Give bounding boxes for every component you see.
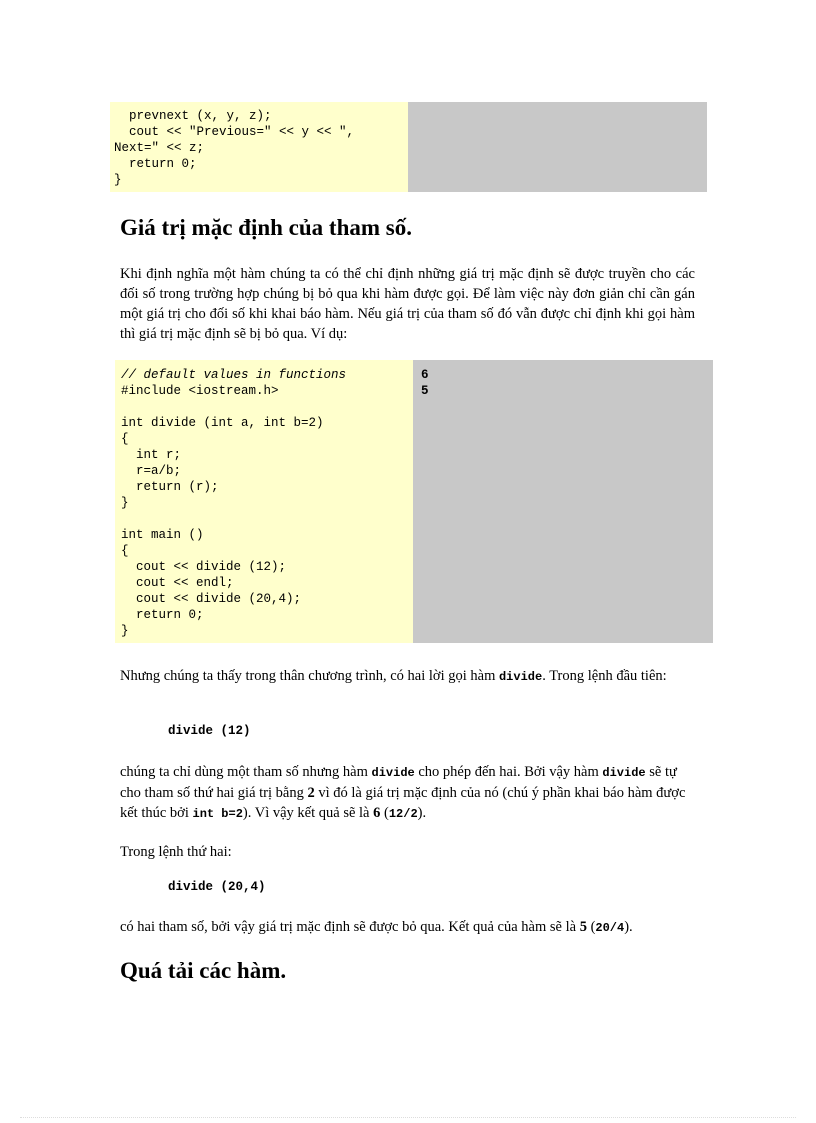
- text: Nhưng chúng ta thấy trong thân chương trình, có hai lời gọi hàm: [120, 668, 499, 684]
- bold-value: 2: [307, 785, 315, 801]
- text: ). Vì vậy kết quả sẽ là: [242, 805, 374, 821]
- bold-value: 6: [373, 805, 381, 821]
- inline-code: 12/2: [388, 807, 418, 821]
- inline-code: int b=2: [192, 807, 243, 821]
- text: . Trong lệnh đầu tiên:: [542, 668, 667, 684]
- text: cho phép đến hai. Bởi vậy hàm: [414, 764, 603, 780]
- text: sẽ tự cho tham số thứ hai giá trị bằng: [120, 764, 677, 801]
- paragraph-second-call: Trong lệnh thứ hai:: [120, 844, 232, 860]
- inline-code: divide: [498, 670, 543, 684]
- command-example-1: divide (12): [168, 724, 251, 738]
- bold-value: 5: [579, 919, 587, 935]
- inline-code: 20/4: [595, 921, 625, 935]
- paragraph-explanation-1: [120, 762, 695, 824]
- inline-code: divide: [371, 766, 415, 780]
- text: vì đó là giá trị mặc định của nó (chú ý phần khai báo hàm được kết thúc bởi: [120, 785, 686, 821]
- paragraph-intro: Khi định nghĩa một hàm chúng ta có thể chỉ định những giá trị mặc định sẽ được truyền cho các đối số trong trường hợp chúng bị bỏ qua khi hàm được gọi. Để làm việc này đơn giản chỉ cần gán một giá trị cho đối số khi khai báo hàm. Nếu giá trị của tham số đó vẫn được chỉ định khi gọi hàm thì giá trị mặc định sẽ bị bỏ qua. Ví dụ:: [120, 266, 695, 342]
- text: chúng ta chỉ dùng một tham số nhưng hàm: [120, 764, 372, 780]
- text: (: [586, 919, 596, 935]
- code-panel-1: [110, 102, 408, 192]
- section-heading-default-params: Giá trị mặc định của tham số.: [120, 215, 412, 240]
- paragraph-explanation-2: [120, 917, 695, 938]
- code-panel-2: [115, 360, 413, 643]
- text: ).: [417, 805, 427, 821]
- output-panel-2: [413, 360, 713, 643]
- program-output: 6 5: [421, 368, 429, 398]
- inline-code: divide: [602, 766, 646, 780]
- code-comment: // default values in functions: [121, 368, 347, 382]
- page-divider: [20, 1117, 796, 1118]
- command-example-2: divide (20,4): [168, 880, 266, 894]
- section-heading-overloading: Quá tải các hàm.: [120, 958, 287, 983]
- text: ).: [624, 919, 633, 935]
- paragraph-calls: [120, 666, 695, 687]
- code-listing-1: prevnext (x, y, z); cout << "Previous=" << y << ", Next=" << z; return 0; }: [114, 109, 355, 187]
- output-panel-1: [408, 102, 707, 192]
- text: (: [380, 805, 389, 821]
- text: có hai tham số, bởi vậy giá trị mặc định sẽ được bỏ qua. Kết quả của hàm sẽ là: [120, 919, 580, 935]
- code-listing-2: [115, 360, 413, 639]
- code-body: #include <iostream.h> int divide (int a, int b=2) { int r; r=a/b; return (r); } int main () { cout << divide (12); cout << endl; cout << divide (20,4); return 0; }: [121, 384, 324, 638]
